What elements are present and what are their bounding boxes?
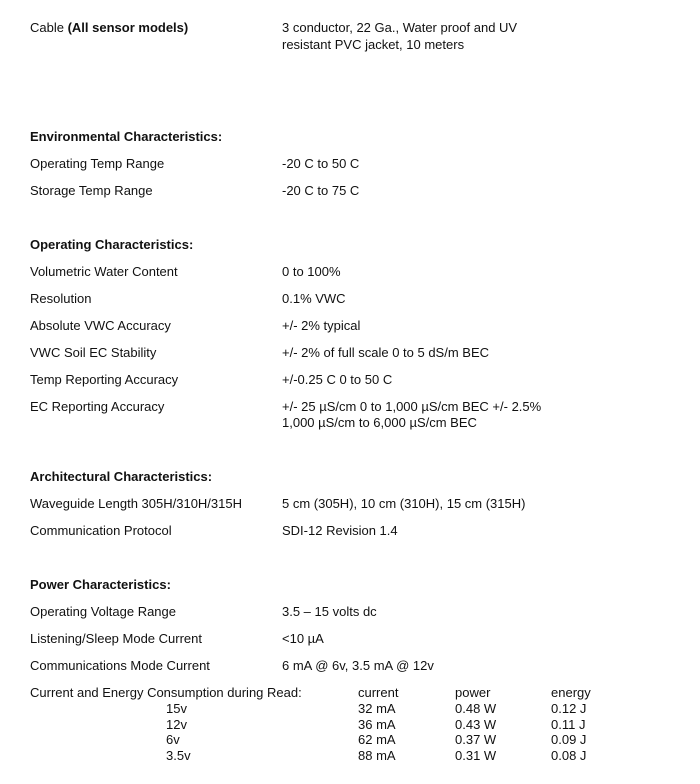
operating-heading: Operating Characteristics:	[30, 237, 194, 252]
spec-value-voltage-range: 3.5 – 15 volts dc	[282, 604, 377, 619]
power-heading: Power Characteristics:	[30, 577, 171, 592]
spec-label-voltage-range: Operating Voltage Range	[30, 604, 176, 619]
spec-value-ec-accuracy: +/- 25 µS/cm 0 to 1,000 µS/cm BEC +/- 2.5%	[282, 399, 542, 414]
consumption-energy: 0.12 J	[551, 701, 587, 716]
spec-value-temp-accuracy: +/-0.25 C 0 to 50 C	[282, 372, 393, 387]
consumption-power: 0.48 W	[455, 701, 497, 716]
cable-value-line2: resistant PVC jacket, 10 meters	[282, 37, 465, 52]
spec-label-resolution: Resolution	[30, 291, 92, 306]
consumption-current: 32 mA	[358, 701, 396, 716]
spec-value-vwc-accuracy: +/- 2% typical	[282, 318, 361, 333]
spec-label-ec-accuracy: EC Reporting Accuracy	[30, 399, 165, 414]
consumption-power: 0.37 W	[455, 732, 497, 747]
cable-label	[30, 20, 188, 36]
consumption-power: 0.31 W	[455, 748, 497, 763]
consumption-voltage: 3.5v	[166, 748, 191, 763]
spec-label-storage-temp: Storage Temp Range	[30, 183, 153, 198]
consumption-header-energy: energy	[551, 685, 591, 700]
spec-label-operating-temp: Operating Temp Range	[30, 156, 165, 171]
architectural-heading: Architectural Characteristics:	[30, 469, 213, 484]
spec-value-sleep-current: <10 µA	[282, 631, 324, 646]
spec-label-sleep-current: Listening/Sleep Mode Current	[30, 631, 202, 646]
spec-label-comm-current: Communications Mode Current	[30, 658, 210, 673]
spec-value-operating-temp: -20 C to 50 C	[282, 156, 360, 171]
spec-label-protocol: Communication Protocol	[30, 523, 172, 538]
spec-value-vwc: 0 to 100%	[282, 264, 341, 279]
cable-label-bold: (All sensor models)	[67, 20, 189, 35]
spec-value-comm-current: 6 mA @ 6v, 3.5 mA @ 12v	[282, 658, 434, 673]
consumption-energy: 0.09 J	[551, 732, 587, 747]
spec-value-storage-temp: -20 C to 75 C	[282, 183, 360, 198]
consumption-label: Current and Energy Consumption during Read:	[30, 685, 302, 700]
spec-value-ec-stability: +/- 2% of full scale 0 to 5 dS/m BEC	[282, 345, 490, 360]
spec-label-waveguide: Waveguide Length 305H/310H/315H	[30, 496, 242, 511]
cable-value-line1: 3 conductor, 22 Ga., Water proof and UV	[282, 20, 518, 35]
spec-label-vwc: Volumetric Water Content	[30, 264, 178, 279]
consumption-current: 88 mA	[358, 748, 396, 763]
spec-value-protocol: SDI-12 Revision 1.4	[282, 523, 398, 538]
cable-label-prefix: Cable	[30, 20, 64, 35]
consumption-header-current: current	[358, 685, 399, 700]
spec-value-ec-accuracy-line2: 1,000 µS/cm to 6,000 µS/cm BEC	[282, 415, 477, 430]
spec-value-waveguide: 5 cm (305H), 10 cm (310H), 15 cm (315H)	[282, 496, 526, 511]
spec-label-ec-stability: VWC Soil EC Stability	[30, 345, 157, 360]
spec-label-vwc-accuracy: Absolute VWC Accuracy	[30, 318, 171, 333]
environmental-heading: Environmental Characteristics:	[30, 129, 223, 144]
consumption-voltage: 12v	[166, 717, 187, 732]
consumption-power: 0.43 W	[455, 717, 497, 732]
consumption-voltage: 15v	[166, 701, 187, 716]
consumption-header-power: power	[455, 685, 491, 700]
consumption-energy: 0.08 J	[551, 748, 587, 763]
consumption-current: 62 mA	[358, 732, 396, 747]
spec-value-resolution: 0.1% VWC	[282, 291, 346, 306]
consumption-energy: 0.11 J	[551, 717, 586, 732]
consumption-current: 36 mA	[358, 717, 396, 732]
spec-label-temp-accuracy: Temp Reporting Accuracy	[30, 372, 179, 387]
consumption-voltage: 6v	[166, 732, 180, 747]
